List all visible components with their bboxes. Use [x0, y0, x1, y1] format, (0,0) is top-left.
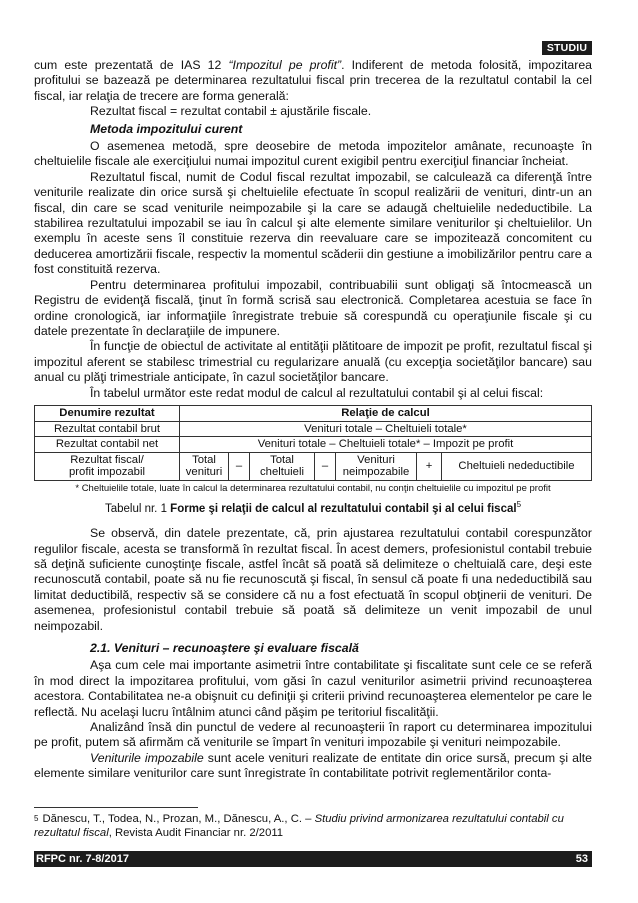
- table-cell-name: Rezultat contabil net: [35, 437, 180, 453]
- table-header-name: Denumire rezultat: [35, 405, 180, 421]
- paragraph-1: O asemenea metodă, spre deosebire de metoda impozitelor amânate, recunoaşte în cheltuielile fiscale ale exerciţiului numai impozitul curent exigibil pentru exerciţiul financiar încheiat.: [34, 139, 592, 169]
- table-cell-relation: Venituri totale – Cheltuieli totale* – Impozit pe profit: [180, 437, 592, 453]
- table-cell-total-income: Total venituri: [180, 452, 229, 480]
- paragraph-3: Pentru determinarea profitului impozabil, contribuabilii sunt obligaţi să întocmească un Registru de evidenţă fiscală, ţinut în formă scrisă sau electronică. Completarea acestuia se face în ordine cronologică, iar informaţiile înregistrate trebuie să corespundă cu operaţiunile fiscale şi cu datele prezentate în declaraţiile de impunere.: [34, 277, 592, 338]
- paragraph-6: Se observă, din datele prezentate, că, prin ajustarea rezultatului contabil corespunzător regulilor fiscale, acesta se transformă în rezultat fiscal. În acest demers, profesionistul contabil trebuie să deţină suficiente cunoştinţe fiscale, astfel încât să poată să delimiteze o cheltuială care, deşi este recunoscută contabil, poate să nu fie recunoscută şi fiscal, în sensul că poate fi una nedeductibilă sau limitat deductibilă, respectiv să se considere că nu a fost efectuată în scopul obţinerii de venituri. De asemenea, profesionistul contabil trebuie să poată să delimiteze un venit impozabil de unul neimpozabil.: [34, 526, 592, 633]
- calculation-table: [34, 405, 592, 481]
- intro-text-cont: . Indiferent de metoda folosită, impozitarea profitului se bazează pe determinarea rezultatului fiscal prin trecerea de la rezultatul contabil la cel fiscal, iar relaţia de trecere are forma generală:: [34, 58, 593, 103]
- formula: Rezultat fiscal = rezultat contabil ± ajustările fiscale.: [90, 104, 372, 119]
- standard-title: “Impozitul pe profit”: [228, 58, 342, 72]
- table-row: [35, 452, 592, 480]
- table-row: [35, 421, 592, 437]
- table-header-relation: Relaţie de calcul: [180, 405, 592, 421]
- paragraph-2: Rezultatul fiscal, numit de Codul fiscal rezultat impozabil, se calculează ca diferenţă între veniturile realizate din orice sursă şi cheltuielile efectuate în scopul realizării de venituri, dintr-un an fiscal, din care se scad veniturile neimpozabile şi la care se adaugă cheltuielile nedeductibile. La stabilirea rezultatului impozabil se iau în calcul şi alte elemente similare veniturilor şi cheltuielilor. Un exemplu în aceste sens îl constituie rezerva din reevaluare care se impozitează concomitent cu deducerea amortizării fiscale, respectiv la momentul scăderii din gestiune a imobilizărilor pentru care a fost constituită rezerva.: [34, 169, 592, 277]
- table-cell-name: Rezultat contabil brut: [35, 421, 180, 437]
- table-cell-operator: –: [229, 452, 250, 480]
- section-heading: 2.1. Venituri – recunoaştere şi evaluare fiscală: [90, 640, 359, 655]
- table-cell-name: Rezultat fiscal/ profit impozabil: [35, 452, 180, 480]
- table-cell-relation: Venituri totale – Cheltuieli totale*: [180, 421, 592, 437]
- footnote: $^5$ Dănescu, T., Todea, N., Prozan, M., Dănescu, A., C. – Studiu privind armonizarea rezultatului contabil cu rezultatul fiscal, Revista Audit Financiar nr. 2/2011: [34, 813, 564, 839]
- page-number: 53: [575, 853, 588, 865]
- intro-paragraph: [34, 58, 592, 104]
- article-body: [34, 58, 592, 782]
- table-caption: Tabelul nr. 1 Forme şi relaţii de calcul al rezultatului contabil şi al celui fiscal$^5$: [104, 499, 522, 515]
- table-note: * Cheltuielile totale, luate în calcul la determinarea rezultatului contabil, nu conţin cheltuielile cu impozitul pe profit: [75, 482, 551, 494]
- table-cell-operator: –: [315, 452, 336, 480]
- footer-bar: [34, 851, 592, 867]
- paragraph-9: Veniturile impozabile sunt acele venituri realizate de entitate din orice sursă, precum şi alte elemente similare veniturilor care sunt înregistrate în contabilitate potrivit reglementărilor conta-: [34, 750, 592, 781]
- paragraph-5: În tabelul următor este redat modul de calcul al rezultatului contabil şi al celui fiscal:: [90, 385, 544, 400]
- footnote-number: 5: [34, 814, 39, 823]
- table-header-row: [35, 405, 592, 421]
- table-cell-operator: +: [417, 452, 442, 480]
- journal-issue: RFPC nr. 7-8/2017: [36, 853, 129, 865]
- table-row: [35, 437, 592, 453]
- table-cell-total-expenses: Total cheltuieli: [250, 452, 315, 480]
- subheading-current-tax: Metoda impozitului curent: [90, 121, 243, 136]
- section-badge: STUDIU: [542, 41, 592, 55]
- paragraph-4: În funcţie de obiectul de activitate al entităţii plătitoare de impozit pe profit, rezultatul fiscal şi impozitul aferent se stabilesc trimestrial cu regularizare anuală (cu excepţia societăţilor bancare) sau anual cu plăţi trimestriale anticipate, în cazul societăţilor bancare.: [34, 339, 592, 385]
- footnote-divider: [34, 807, 198, 808]
- paragraph-8: Analizând însă din punctul de vedere al recunoaşterii în raport cu determinarea impozitului pe profit, putem să afirmăm că veniturile se împart în venituri impozabile şi venituri neimpozabile.: [34, 720, 592, 750]
- paragraph-7: Aşa cum cele mai importante asimetrii între contabilitate şi fiscalitate sunt cele ce se referă în mod direct la impozitarea profitului, vom găsi în cazul veniturilor asimetrii privind recunoaşterea acestora. Contabilitatea ne-a obişnuit cu definiţii şi criterii privind recunoaşterea elementelor pe care le reflectă. Nu acelaşi lucru întâlnim atunci când păşim pe teritoriul fiscalităţii.: [34, 658, 592, 719]
- intro-text: cum este prezentată de IAS 12: [34, 58, 229, 72]
- table-cell-nondeductible-expenses: Cheltuieli nedeductibile: [442, 452, 592, 480]
- table-cell-nontaxable-income: Venituri neimpozabile: [336, 452, 417, 480]
